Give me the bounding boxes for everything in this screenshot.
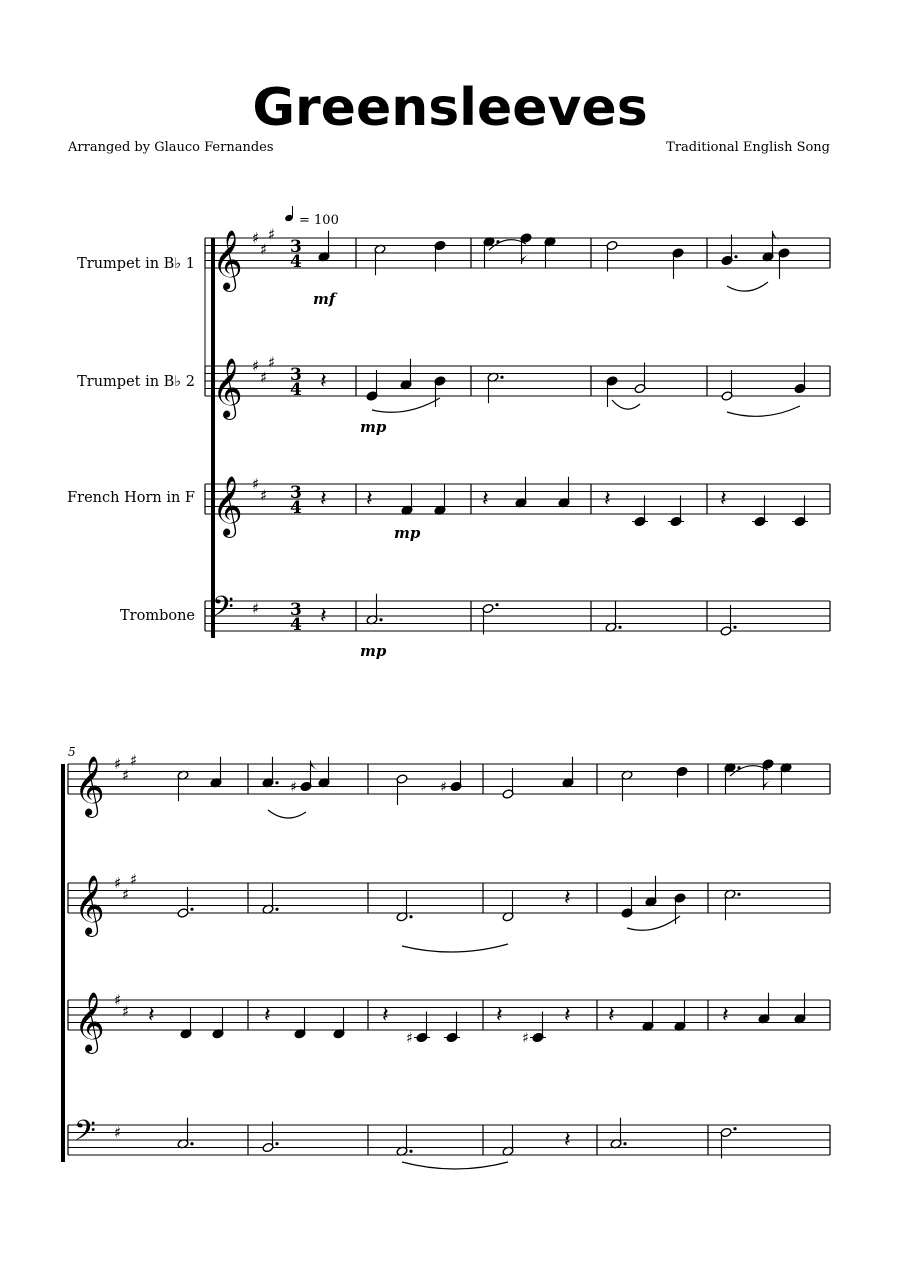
sharp-icon: ♯: [252, 357, 260, 375]
note: [780, 763, 792, 794]
note: [794, 363, 806, 394]
note: [210, 757, 222, 788]
dot: [495, 603, 498, 606]
note: [401, 484, 413, 515]
note: [530, 1012, 546, 1043]
slur: [402, 1162, 508, 1169]
note: [610, 1118, 627, 1149]
measure-number: 5: [68, 745, 76, 759]
note: [721, 370, 733, 401]
staff-french-horn-s2: [68, 1000, 830, 1030]
note: [396, 774, 408, 805]
composer-credit: Traditional English Song: [666, 140, 830, 155]
quarter-rest-icon: 𝄽: [564, 1003, 571, 1028]
note: [606, 240, 618, 271]
note: [294, 1008, 306, 1039]
sharp-icon: ♯: [114, 874, 122, 892]
sharp-icon: ♯: [130, 751, 138, 770]
dot: [275, 1142, 278, 1145]
quarter-rest-icon: 𝄽: [320, 604, 327, 629]
note: [502, 891, 514, 922]
instrument-name-french-horn: French Horn in F: [67, 490, 195, 506]
note: [720, 1127, 737, 1158]
treble-clef-icon: 𝄞: [212, 476, 243, 536]
dot: [409, 1150, 412, 1153]
note: [642, 1000, 654, 1031]
sharp-icon: ♯: [114, 991, 122, 1009]
note: [300, 761, 318, 792]
quarter-rest-icon: 𝄽: [366, 487, 373, 512]
quarter-rest-icon: 𝄽: [148, 1003, 155, 1028]
treble-clef-icon: 𝄞: [74, 756, 105, 816]
quarter-rest-icon: 𝄽: [482, 487, 489, 512]
note: [502, 1125, 514, 1156]
note: [482, 603, 499, 634]
sharp-icon: ♯: [114, 755, 122, 773]
slur: [372, 398, 440, 412]
note: [366, 370, 378, 401]
dot: [623, 1142, 626, 1145]
dot: [734, 255, 737, 258]
quarter-rest-icon: 𝄽: [722, 1003, 729, 1028]
note: [502, 768, 514, 799]
note: [434, 240, 446, 271]
note: [366, 594, 383, 625]
note: [621, 770, 633, 801]
time-signature-bottom: 4: [290, 380, 302, 400]
dot: [275, 908, 278, 911]
note: [262, 883, 279, 914]
note: [724, 763, 741, 794]
note: [177, 1118, 194, 1149]
slur: [727, 282, 768, 291]
note: [483, 237, 500, 268]
note: [177, 770, 189, 801]
sharp-icon: ♯: [406, 1030, 413, 1047]
treble-clef-icon: 𝄞: [74, 992, 105, 1052]
treble-clef-icon: 𝄞: [74, 875, 105, 935]
dot: [500, 376, 503, 379]
note: [333, 1008, 345, 1039]
dynamic-trombone: mp: [360, 642, 387, 660]
note: [562, 757, 574, 788]
slur: [612, 400, 640, 409]
note: [414, 1012, 430, 1043]
slur: [727, 406, 800, 416]
instrument-name-trumpet-2: Trumpet in B♭ 2: [77, 374, 195, 390]
treble-clef-icon: 𝄞: [212, 358, 243, 418]
note: [724, 889, 741, 920]
note: [262, 1122, 279, 1153]
sharp-icon: ♯: [268, 225, 276, 244]
sharp-icon: ♯: [260, 486, 268, 505]
note: [605, 601, 622, 632]
quarter-rest-icon: 𝄽: [264, 1003, 271, 1028]
note: [487, 372, 504, 403]
time-signature-bottom: 4: [290, 615, 302, 635]
sharp-icon: ♯: [122, 1002, 130, 1021]
note: [450, 761, 462, 792]
sharp-icon: ♯: [440, 779, 447, 796]
dot: [190, 908, 193, 911]
tempo-marking: [284, 206, 339, 228]
flag: [522, 254, 530, 264]
quarter-rest-icon: 𝄽: [496, 1003, 503, 1028]
note: [758, 993, 770, 1024]
note: [634, 363, 646, 394]
note: [180, 1008, 192, 1039]
note: [520, 233, 532, 264]
dot: [379, 618, 382, 621]
slur: [730, 766, 768, 776]
note: [318, 231, 330, 262]
note: [262, 757, 279, 788]
dynamic-trumpet-1: mf: [313, 290, 336, 308]
time-signature-top: 3: [290, 600, 302, 620]
slur: [402, 944, 508, 952]
sharp-icon: ♯: [252, 475, 260, 493]
dynamic-french-horn: mp: [394, 524, 421, 542]
dot: [618, 626, 621, 629]
note: [674, 1000, 686, 1031]
note: [558, 477, 570, 508]
note: [668, 496, 684, 527]
dot: [733, 626, 736, 629]
note: [434, 376, 446, 407]
dot: [733, 1127, 736, 1130]
staff-trumpet-2-s2: [68, 883, 830, 913]
bass-clef-icon: 𝄢: [212, 590, 234, 631]
score-title: Greensleeves: [252, 78, 648, 138]
sharp-icon: ♯: [260, 368, 268, 387]
quarter-rest-icon: 𝄽: [604, 487, 611, 512]
tempo-text: = 100: [299, 213, 339, 228]
time-signature-top: 3: [290, 365, 302, 385]
note: [632, 496, 648, 527]
note: [212, 1008, 224, 1039]
flag: [773, 231, 781, 241]
slur: [489, 240, 526, 250]
sharp-icon: ♯: [260, 240, 268, 259]
note: [318, 757, 330, 788]
dot: [275, 781, 278, 784]
sharp-icon: ♯: [114, 1123, 122, 1142]
note: [778, 248, 790, 279]
note: [676, 766, 688, 797]
instrument-name-trumpet-1: Trumpet in B♭ 1: [77, 256, 195, 272]
sharp-icon: ♯: [268, 353, 276, 372]
flag: [764, 780, 772, 790]
sharp-icon: ♯: [122, 885, 130, 904]
sharp-icon: ♯: [130, 870, 138, 889]
note: [645, 876, 657, 907]
slur: [268, 810, 306, 818]
dot: [737, 893, 740, 896]
note: [752, 496, 768, 527]
dot: [409, 915, 412, 918]
note: [606, 376, 618, 407]
time-signature-top: 3: [290, 483, 302, 503]
time-signature-bottom: 4: [290, 252, 302, 272]
note: [396, 1125, 413, 1156]
note: [515, 477, 527, 508]
dot: [190, 1142, 193, 1145]
quarter-rest-icon: 𝄽: [564, 886, 571, 911]
sharp-icon: ♯: [122, 766, 130, 785]
flag: [311, 761, 319, 771]
sharp-icon: ♯: [522, 1030, 529, 1047]
dynamic-trumpet-2: mp: [360, 418, 387, 436]
notes-layer: [148, 231, 808, 1169]
note: [721, 235, 738, 266]
quarter-rest-icon: 𝄽: [320, 369, 327, 394]
quarter-rest-icon: 𝄽: [320, 487, 327, 512]
note: [762, 759, 774, 790]
note: [444, 1012, 460, 1043]
quarter-rest-icon: 𝄽: [720, 487, 727, 512]
sharp-icon: ♯: [252, 599, 260, 618]
note: [374, 244, 386, 275]
time-signature-top: 3: [290, 237, 302, 257]
note: [544, 237, 556, 268]
instrument-name-trombone: Trombone: [119, 608, 195, 624]
quarter-rest-icon: 𝄽: [382, 1003, 389, 1028]
sharp-icon: ♯: [252, 229, 260, 247]
note: [434, 484, 446, 515]
staff-systems: [63, 225, 830, 1162]
time-signature-bottom: 4: [290, 498, 302, 518]
note: [792, 496, 808, 527]
note: [621, 887, 633, 918]
arranger-credit: Arranged by Glauco Fernandes: [68, 140, 274, 155]
note: [762, 231, 780, 262]
note: [396, 891, 413, 922]
slur: [627, 916, 680, 930]
note: [177, 887, 194, 918]
note: [720, 605, 737, 636]
quarter-rest-icon: 𝄽: [564, 1128, 571, 1153]
quarter-rest-icon: 𝄽: [608, 1003, 615, 1028]
note: [672, 248, 684, 279]
note: [794, 993, 806, 1024]
bass-clef-icon: 𝄢: [74, 1114, 96, 1155]
sharp-icon: ♯: [290, 779, 297, 796]
treble-clef-icon: 𝄞: [212, 230, 243, 290]
note: [400, 359, 412, 390]
